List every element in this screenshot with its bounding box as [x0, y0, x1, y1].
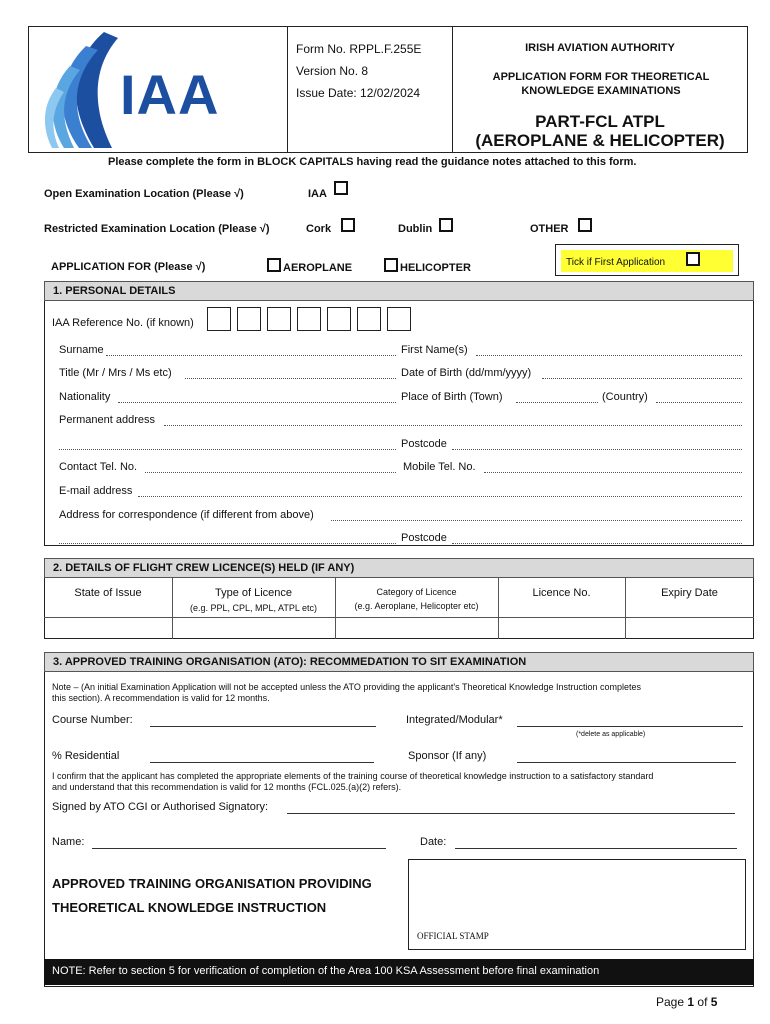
first-names-label: First Name(s) [401, 344, 468, 356]
course-number-field[interactable] [150, 726, 376, 727]
part-title: PART-FCL ATPL [535, 112, 665, 131]
integrated-label: Integrated/Modular* [406, 714, 503, 726]
iaa-option-label: IAA [308, 188, 327, 200]
page-prefix: Page [656, 995, 685, 1009]
page-of: of [697, 995, 708, 1009]
country-label: (Country) [602, 391, 648, 403]
date-field[interactable] [455, 848, 737, 849]
issue-date: Issue Date: 12/02/2024 [296, 86, 421, 100]
part-subtitle: (AEROPLANE & HELICOPTER) [475, 131, 725, 150]
course-number-label: Course Number: [52, 714, 133, 726]
nationality-field[interactable] [118, 402, 396, 403]
section1-heading: 1. PERSONAL DETAILS [44, 281, 754, 301]
ato-title-line-2: THEORETICAL KNOWLEDGE INSTRUCTION [52, 900, 327, 915]
mobile-tel-field[interactable] [484, 472, 742, 473]
residential-field[interactable] [150, 762, 374, 763]
postcode-label: Postcode [401, 438, 447, 450]
category-header: Category of Licence [376, 587, 457, 597]
form-title: APPLICATION FORM FOR THEORETICAL KNOWLEDGE EXAMINATIONS [492, 71, 710, 97]
residential-label: % Residential [52, 750, 120, 762]
correspondence-address-label: Address for correspondence (if different from above) [59, 509, 314, 521]
aeroplane-label: AEROPLANE [283, 262, 353, 274]
open-location-label: Open Examination Location (Please √) [44, 188, 244, 200]
iaa-ref-label: IAA Reference No. (if known) [52, 317, 194, 329]
dublin-option-label: Dublin [398, 223, 433, 235]
confirm-line-2: and understand that this recommendation is valid for 12 months (FCL.025.(a)(2) refers). [52, 782, 402, 792]
contact-tel-field[interactable] [145, 472, 396, 473]
name-field[interactable] [92, 848, 386, 849]
ref-digit-4[interactable] [297, 307, 321, 331]
form-number: Form No. RPPL.F.255E [296, 42, 422, 56]
version-number: Version No. 8 [296, 64, 369, 78]
section3-heading: 3. APPROVED TRAINING ORGANISATION (ATO): RECOMMEDATION TO SIT EXAMINATION [44, 652, 754, 672]
other-option-label: OTHER [530, 223, 569, 235]
surname-field[interactable] [106, 355, 396, 356]
contact-tel-label: Contact Tel. No. [59, 461, 138, 473]
type-of-licence-hint: (e.g. PPL, CPL, MPL, ATPL etc) [189, 603, 318, 613]
postcode-field[interactable] [452, 449, 742, 450]
licence-number-cell[interactable] [499, 618, 624, 638]
correspondence-address-field[interactable] [331, 520, 742, 521]
ref-digit-5[interactable] [327, 307, 351, 331]
licence-type-cell[interactable] [173, 618, 334, 638]
ref-digit-2[interactable] [237, 307, 261, 331]
first-names-field[interactable] [476, 355, 742, 356]
aeroplane-checkbox[interactable] [267, 258, 281, 272]
licence-category-cell[interactable] [336, 618, 497, 638]
sponsor-field[interactable] [517, 762, 736, 763]
mobile-tel-label: Mobile Tel. No. [403, 461, 476, 473]
first-application-checkbox[interactable] [686, 252, 700, 266]
postcode2-label: Postcode [401, 532, 447, 544]
cork-option-label: Cork [306, 223, 332, 235]
state-of-issue-header: State of Issue [74, 587, 142, 599]
confirm-line-1: I confirm that the applicant has completed the appropriate elements of the training course of theoretical knowledge instruction to a satisfactory standard [52, 771, 654, 781]
ref-digit-7[interactable] [387, 307, 411, 331]
permanent-address-label: Permanent address [59, 414, 155, 426]
ref-digit-1[interactable] [207, 307, 231, 331]
ref-digit-3[interactable] [267, 307, 291, 331]
logo-text: IAA [120, 63, 220, 126]
instruction-text: Please complete the form in BLOCK CAPITALS having read the guidance notes attached to this form. [108, 156, 637, 168]
page-indicator [656, 995, 717, 1009]
email-label: E-mail address [59, 485, 133, 497]
ato-title-line-1: APPROVED TRAINING ORGANISATION PROVIDING [52, 876, 372, 891]
licence-no-header: Licence No. [532, 587, 591, 599]
integrated-field[interactable] [517, 726, 743, 727]
pob-label: Place of Birth (Town) [401, 391, 503, 403]
note-bar-text: NOTE: Refer to section 5 for verification of completion of the Area 100 KSA Assessment before final examination [52, 965, 600, 977]
delete-hint: (*delete as applicable) [576, 731, 646, 738]
org-name: IRISH AVIATION AUTHORITY [525, 42, 675, 54]
cork-checkbox[interactable] [341, 218, 355, 232]
official-stamp-label: OFFICIAL STAMP [417, 931, 489, 941]
signed-label: Signed by ATO CGI or Authorised Signatory: [52, 801, 269, 813]
dob-label: Date of Birth (dd/mm/yyyy) [401, 367, 532, 379]
section2-heading: 2. DETAILS OF FLIGHT CREW LICENCE(S) HELD (IF ANY) [44, 558, 754, 578]
postcode2-field[interactable] [452, 543, 742, 544]
ref-digit-6[interactable] [357, 307, 381, 331]
expiry-date-header: Expiry Date [661, 587, 718, 599]
email-field[interactable] [138, 496, 742, 497]
other-checkbox[interactable] [578, 218, 592, 232]
application-for-label: APPLICATION FOR (Please √) [51, 261, 206, 273]
correspondence-address-line2[interactable] [59, 543, 396, 544]
nationality-label: Nationality [59, 391, 111, 403]
page-number: 1 [687, 995, 695, 1009]
type-of-licence-header: Type of Licence [214, 587, 293, 599]
note-line-1: Note – (An initial Examination Application will not be accepted unless the ATO providing the applicant's Theoretical Knowledge Instruction completes [52, 682, 642, 692]
sponsor-label: Sponsor (If any) [408, 750, 487, 762]
signature-field[interactable] [287, 813, 735, 814]
country-field[interactable] [656, 402, 742, 403]
iaa-checkbox[interactable] [334, 181, 348, 195]
dublin-checkbox[interactable] [439, 218, 453, 232]
helicopter-label: HELICOPTER [400, 262, 471, 274]
date-label: Date: [420, 836, 447, 848]
permanent-address-line2[interactable] [59, 449, 396, 450]
first-application-label: Tick if First Application [566, 257, 666, 268]
surname-label: Surname [59, 344, 104, 356]
licence-expiry-cell[interactable] [626, 618, 753, 638]
page-total: 5 [710, 995, 718, 1009]
dob-field[interactable] [542, 378, 742, 379]
pob-field[interactable] [516, 402, 598, 403]
licence-state-cell[interactable] [45, 618, 171, 638]
permanent-address-field[interactable] [164, 425, 742, 426]
restricted-location-label: Restricted Examination Location (Please √) [44, 223, 270, 235]
helicopter-checkbox[interactable] [384, 258, 398, 272]
title-field[interactable] [185, 378, 396, 379]
name-label: Name: [52, 836, 85, 848]
title-label: Title (Mr / Mrs / Ms etc) [59, 367, 172, 379]
category-hint: (e.g. Aeroplane, Helicopter etc) [354, 601, 479, 611]
note-line-2: this section). A recommendation is valid for 12 months. [52, 693, 270, 703]
